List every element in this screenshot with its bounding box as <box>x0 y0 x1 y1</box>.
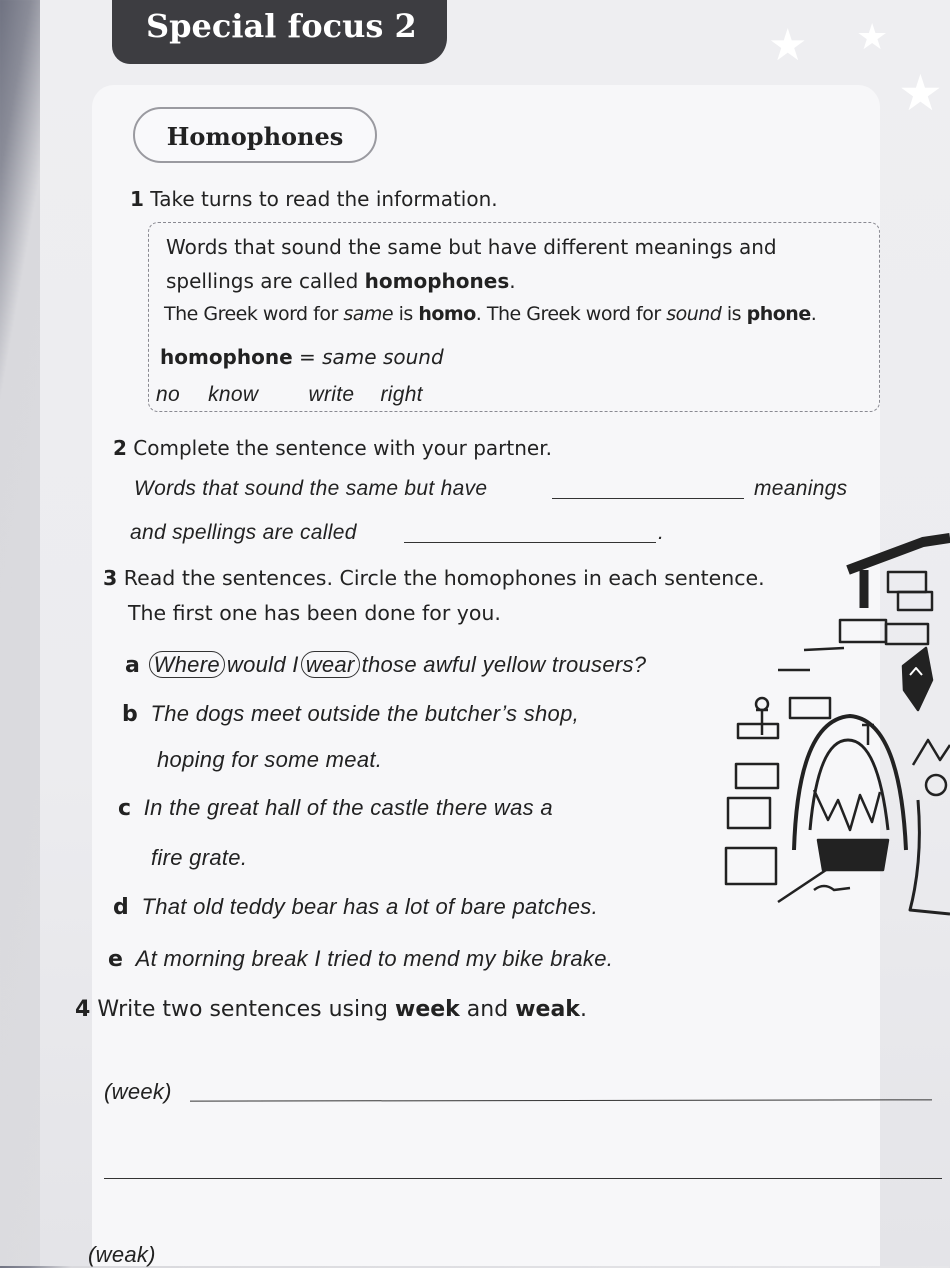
info-line-2: spellings are called homophones. <box>166 269 516 293</box>
q3-item-b-line-2: hoping for some meat. <box>157 747 383 772</box>
label-weak: (weak) <box>88 1242 156 1267</box>
question-3: 3 Read the sentences. Circle the homophones in each sentence. <box>103 566 765 590</box>
page-header <box>112 0 447 64</box>
question-3-line-2: The first one has been done for you. <box>128 601 501 625</box>
example-words: no know write right <box>156 383 423 406</box>
question-1: 1 Take turns to read the information. <box>130 187 498 211</box>
q3-item-e: e At morning break I tried to mend my bike brake. <box>108 946 614 972</box>
question-4: 4 Write two sentences using week and weak. <box>75 997 587 1022</box>
q3-item-b: b The dogs meet outside the butcher’s shop, <box>122 701 580 727</box>
q2-answer-blank-2[interactable] <box>404 542 656 543</box>
q3-item-c: c In the great hall of the castle there was a <box>118 795 553 821</box>
q2-line-1-start: Words that sound the same but have <box>134 477 488 500</box>
castle-fireplace-illustration <box>718 530 950 930</box>
answer-line-week-2[interactable] <box>104 1178 942 1179</box>
q2-answer-blank-1[interactable] <box>552 498 744 499</box>
q2-line-2-start: and spellings are called <box>130 521 357 544</box>
info-line-3: The Greek word for same is homo. The Greek word for sound is phone. <box>164 303 817 325</box>
star-icon: ★ <box>856 17 889 58</box>
q3-item-d: d That old teddy bear has a lot of bare patches. <box>113 894 599 920</box>
label-week: (week) <box>104 1079 172 1104</box>
q3-item-a: a Where would I wear those awful yellow trousers? <box>125 652 647 678</box>
circled-word-wear: wear <box>301 651 360 678</box>
info-line-1: Words that sound the same but have different meanings and <box>166 235 777 259</box>
section-title: Homophones <box>133 107 377 163</box>
circled-word-where: Where <box>149 651 225 678</box>
star-icon: ★ <box>898 64 943 122</box>
definition-line: homophone = same sound <box>160 345 444 369</box>
page-title: Special focus 2 <box>146 7 417 45</box>
q2-line-1-end: meanings <box>754 477 848 500</box>
question-2: 2 Complete the sentence with your partner. <box>113 436 552 460</box>
star-icon: ★ <box>768 20 808 71</box>
q2-line-2-end: . <box>658 521 665 544</box>
q3-item-c-line-2: fire grate. <box>151 845 248 870</box>
